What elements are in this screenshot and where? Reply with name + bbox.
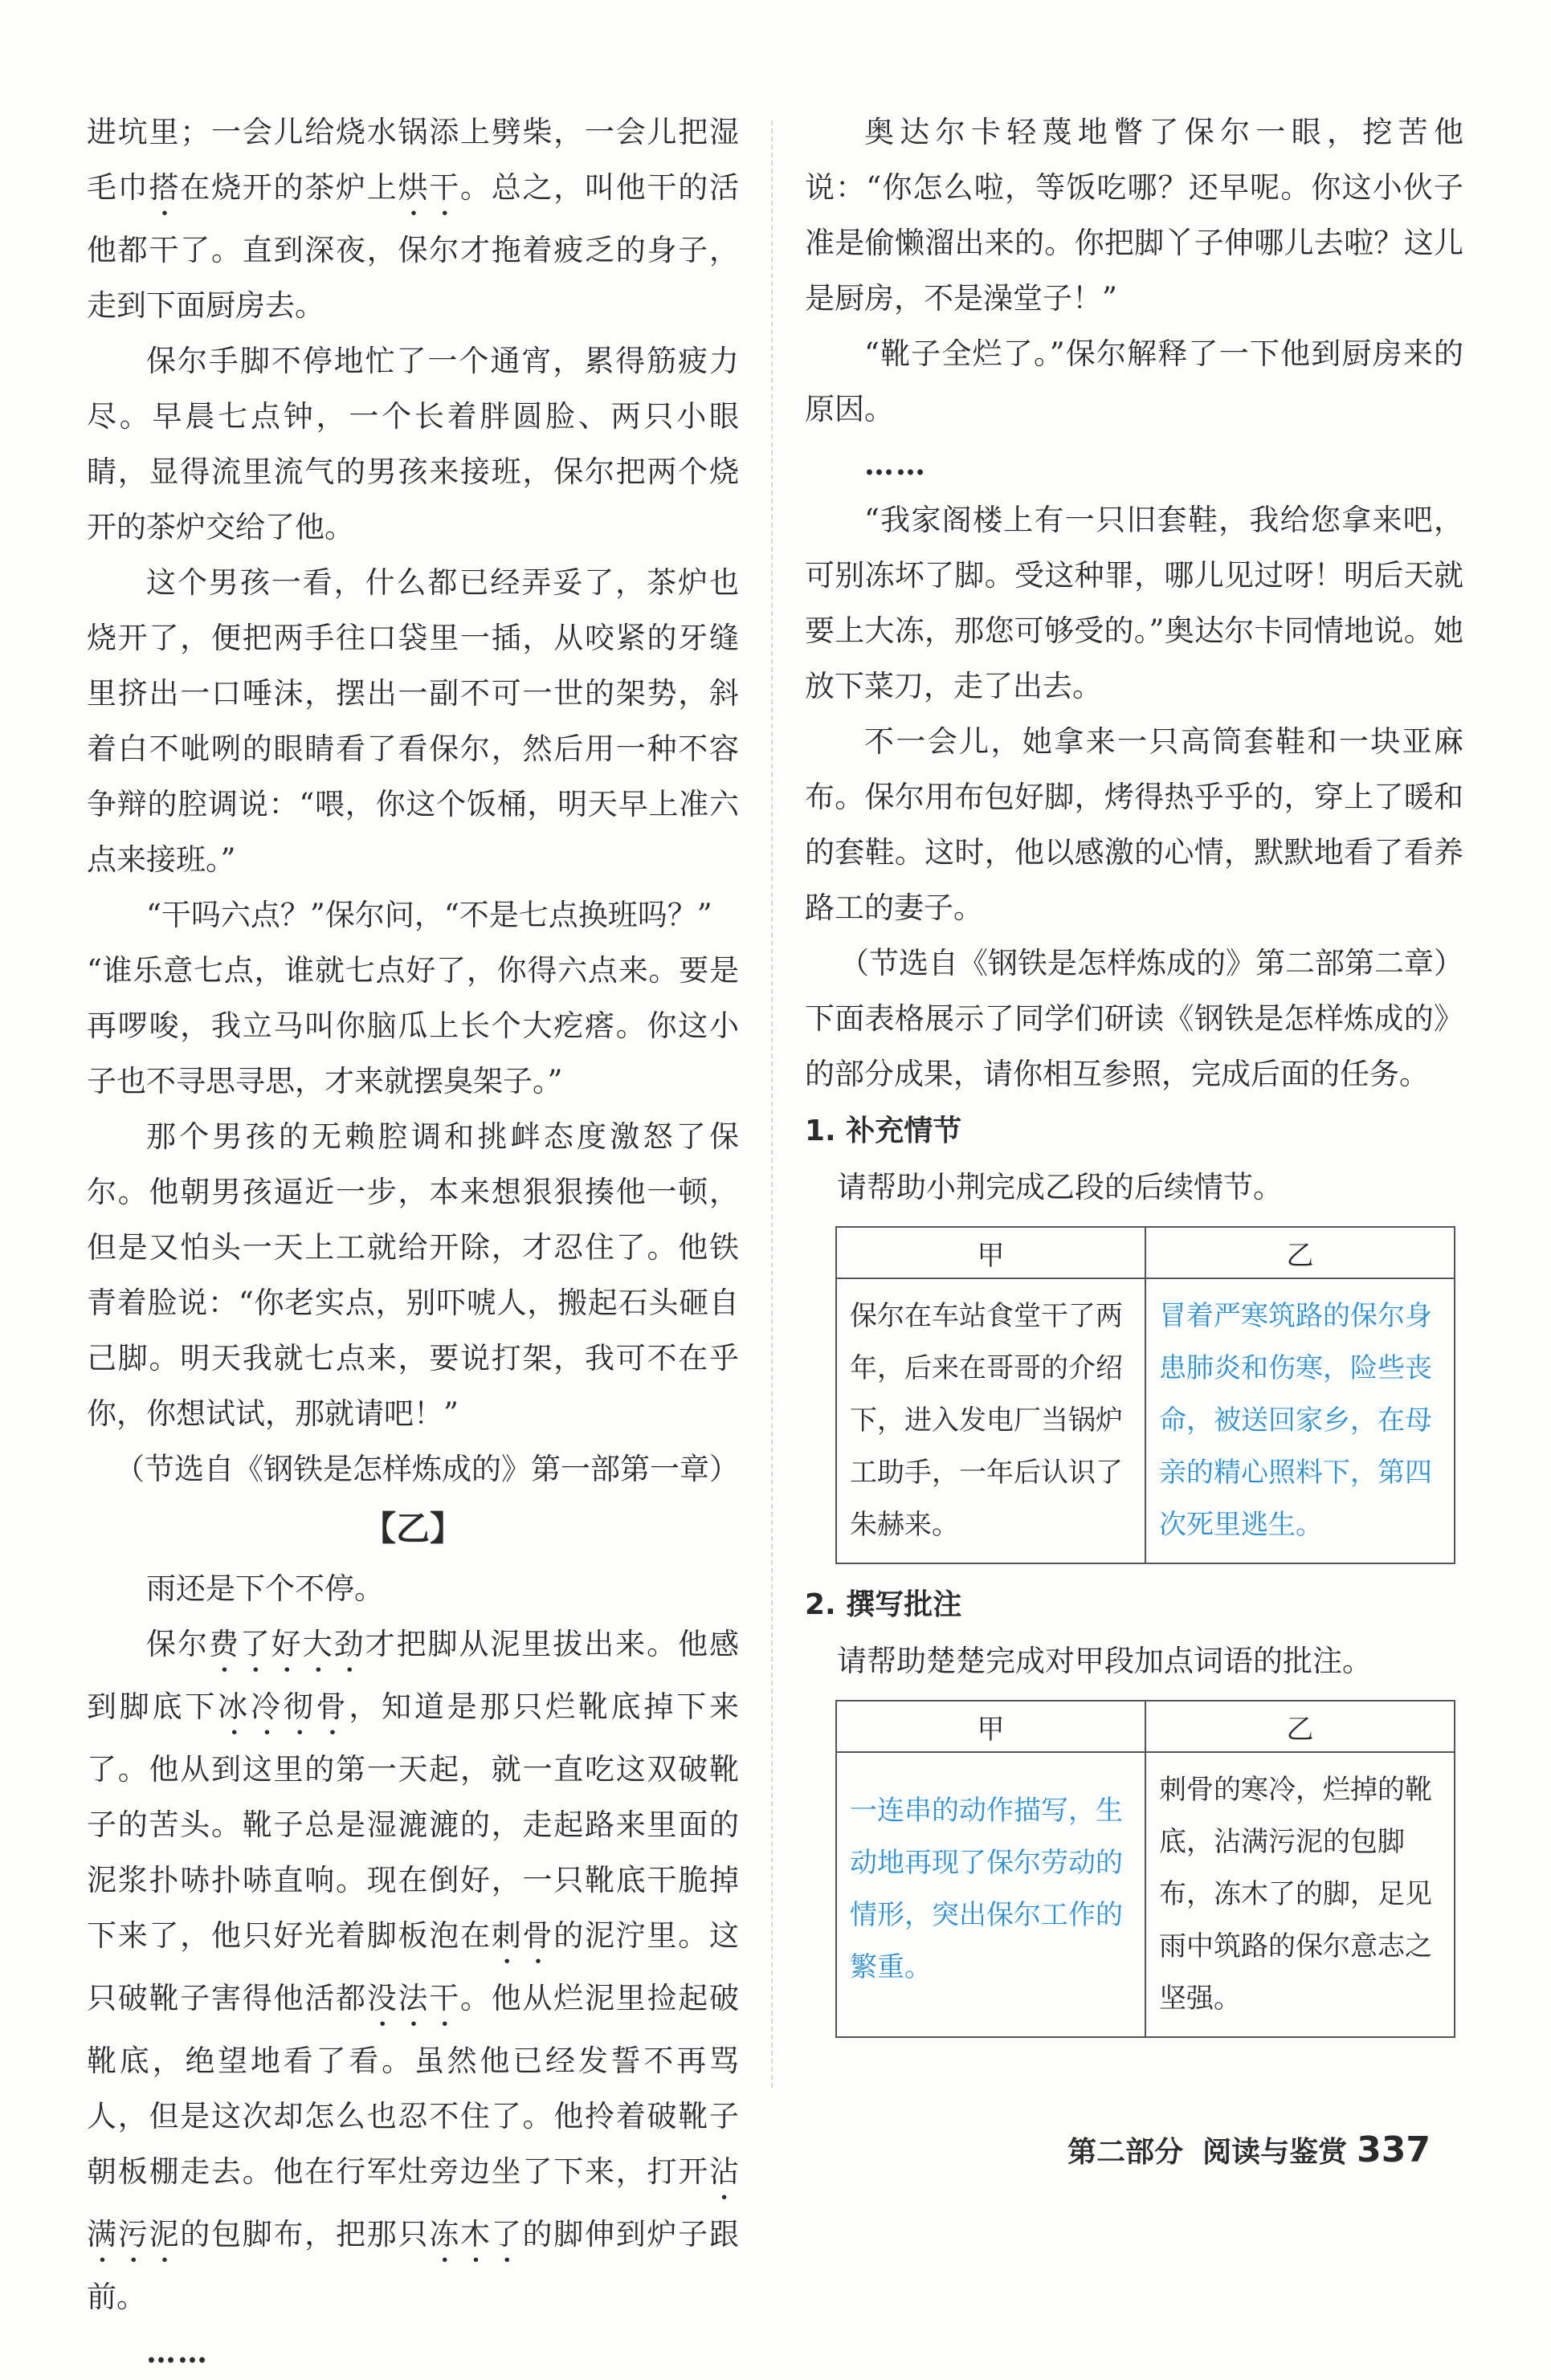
dotted-word: 冻木了 [429,2217,523,2252]
section-heading-yi: 【乙】 [361,1509,463,1548]
footer-section: 阅读与鉴赏 [1202,2136,1348,2169]
paragraph: “谁乐意七点，谁就七点好了，你得六点来。要是再啰唆，我立马叫你脑瓜上长个大疙瘩。你这小子也不寻思寻思，才来就摆臭架子。” [87,953,739,1098]
right-column [805,104,1463,2056]
source-citation: （节选自《钢铁是怎样炼成的》第一部第一章） [115,1452,739,1486]
dotted-word: 搭 [149,170,181,205]
task-1-table [835,1226,1455,1564]
paragraph-jia-continued: 进坑里；一会儿给烧水锅添上劈柴，一会儿把湿毛巾搭在烧开的茶炉上烘干。总之，叫他干的活他都干了。直到深夜，保尔才拖着疲乏的身子，走到下面厨房去。 [87,115,739,323]
task-intro: 下面表格展示了同学们研读《钢铁是怎样炼成的》的部分成果，请你相互参照，完成后面的任务。 [805,1001,1463,1091]
dotted-word: 烘干 [398,170,460,205]
page-footer [1067,2129,1431,2170]
footer-part: 第二部分 [1067,2136,1184,2169]
paragraph: 保尔费了好大劲才把脚从泥里拔出来。他感到脚底下冰冷彻骨，知道是那只烂靴底掉下来了。他从到这里的第一天起，就一直吃这双破靴子的苦头。靴子总是湿漉漉的，走起路来里面的泥浆扑哧扑哧直响。现在倒好，一只靴底干脆掉下来了，他只好光着脚板泡在刺骨的泥泞里。这只破靴子害得他活都没法干。他从烂泥里捡起破靴底，绝望地看了看。虽然他已经发誓不再骂人，但是这次却怎么也忍不住了。他拎着破靴子朝板棚走去。他在行军灶旁边坐了下来，打开沾满污泥的包脚布，把那只冻木了的脚伸到炉子跟前。 [87,1627,740,2314]
paragraph: 这个男孩一看，什么都已经弄妥了，茶炉也烧开了，便把两手往口袋里一插，从咬紧的牙缝里挤出一口唾沫，摆出一副不可一世的架势，斜着白不呲咧的眼睛看了看保尔，然后用一种不容争辩的腔调说：“喂，你这个饭桶，明天早上准六点来接班。” [87,565,739,877]
left-column [87,104,739,2380]
paragraph: 保尔手脚不停地忙了一个通宵，累得筋疲力尽。早晨七点钟，一个长着胖圆脸、两只小眼睛，显得流里流气的男孩来接班，保尔把两个烧开的茶炉交给了他。 [87,344,739,544]
task-2-title: 2. 撰写批注 [805,1588,962,1621]
task-1-title: 1. 补充情节 [805,1115,962,1147]
ellipsis: …… [864,446,927,482]
table-header-yi: 乙 [1145,1227,1455,1278]
dotted-word: 沾满污泥 [87,2154,739,2252]
paragraph: “干吗六点？”保尔问，“不是七点换班吗？” [146,898,712,932]
table-cell-jia: 保尔在车站食堂干了两年，后来在哥哥的介绍下，进入发电厂当锅炉工助手，一年后认识了朱赫来。 [836,1278,1145,1563]
paragraph: 雨还是下个不停。 [146,1571,384,1606]
answer-cell-jia: 一连串的动作描写，生动地再现了保尔劳动的情形，突出保尔工作的繁重。 [836,1752,1145,2037]
paragraph: 不一会儿，她拿来一只高筒套鞋和一块亚麻布。保尔用布包好脚，烤得热乎乎的，穿上了暖和的套鞋。这时，他以感激的心情，默默地看了看养路工的妻子。 [805,724,1463,925]
task-1-description: 请帮助小荆完成乙段的后续情节。 [837,1170,1283,1204]
table-header-jia: 甲 [836,1227,1145,1278]
ellipsis: …… [146,2334,209,2370]
dotted-word: 冰冷彻骨 [218,1689,349,1724]
task-2-table [835,1700,1455,2038]
page-number: 337 [1357,2129,1431,2170]
column-divider [771,120,773,2088]
dotted-word: 没法干 [366,1981,460,2015]
table-header-jia: 甲 [836,1701,1145,1752]
table-header-yi: 乙 [1145,1701,1455,1752]
source-citation: （节选自《钢铁是怎样炼成的》第二部第二章） [839,946,1463,980]
task-2-description: 请帮助楚楚完成对甲段加点词语的批注。 [837,1644,1372,1678]
paragraph: “靴子全烂了。”保尔解释了一下他到厨房来的原因。 [805,336,1463,426]
paragraph: 那个男孩的无赖腔调和挑衅态度激怒了保尔。他朝男孩逼近一步，本来想狠狠揍他一顿，但是又怕头一天上工就给开除，才忍住了。他铁青着脸说：“你老实点，别吓唬人，搬起石头砸自己脚。明天我就七点来，要说打架，我可不在乎你，你想试试，那就请吧！” [87,1119,739,1431]
dotted-word: 费了好大劲 [208,1627,365,1661]
dotted-word: 刺骨 [491,1918,554,1953]
paragraph: 奥达尔卡轻蔑地瞥了保尔一眼，挖苦他说：“你怎么啦，等饭吃哪？还早呢。你这小伙子准是偷懒溜出来的。你把脚丫子伸哪儿去啦？这儿是厨房，不是澡堂子！” [805,115,1463,316]
table-cell-yi: 刺骨的寒冷，烂掉的靴底，沾满污泥的包脚布，冻木了的脚，足见雨中筑路的保尔意志之坚强。 [1145,1752,1455,2037]
paragraph: “我家阁楼上有一只旧套鞋，我给您拿来吧，可别冻坏了脚。受这种罪，哪儿见过呀！明后天就要上大冻，那您可够受的。”奥达尔卡同情地说。她放下菜刀，走了出去。 [805,503,1463,703]
answer-cell-yi: 冒着严寒筑路的保尔身患肺炎和伤寒，险些丧命，被送回家乡，在母亲的精心照料下，第四次死里逃生。 [1145,1278,1455,1563]
